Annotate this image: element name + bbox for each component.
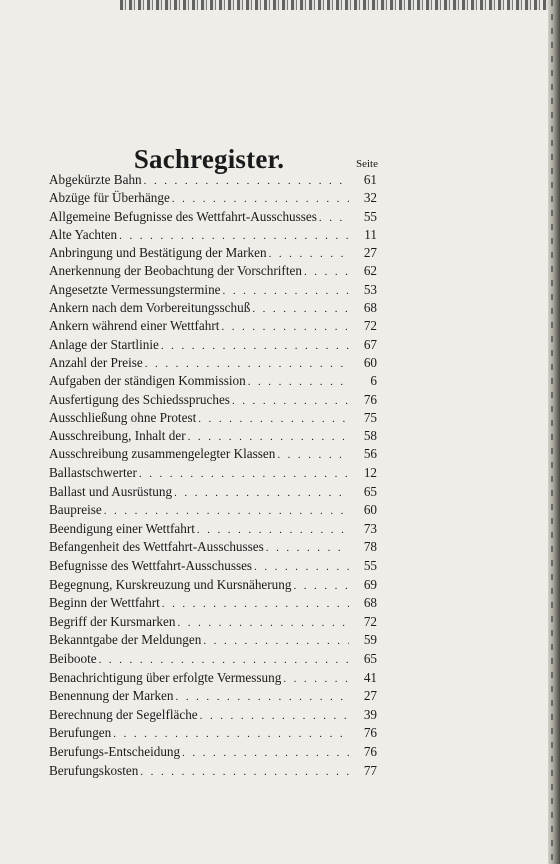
entry-term: Baupreise (49, 502, 102, 518)
entry-term: Aufgaben der ständigen Kommission (49, 373, 246, 389)
entry-term: Anbringung und Bestätigung der Marken (49, 245, 267, 261)
entry-term: Anzahl der Preise (49, 354, 143, 370)
entry-page: 59 (363, 632, 377, 648)
index-entry (49, 484, 377, 503)
dot-leader (113, 728, 349, 740)
entry-page: 68 (363, 300, 377, 316)
entry-page: 39 (363, 706, 377, 722)
index-entry (49, 245, 377, 263)
dot-leader (283, 673, 349, 685)
entry-term: Berufungskosten (49, 762, 139, 778)
entry-page: 27 (363, 688, 377, 704)
dot-leader (198, 413, 349, 425)
entry-page: 67 (363, 336, 377, 352)
index-entry (49, 318, 377, 336)
entry-term: Berechnung der Segelfläche (49, 706, 198, 722)
entry-term: Beendigung einer Wettfahrt (49, 520, 195, 536)
entry-term: Ankern nach dem Vorbereitungsschuß (49, 300, 251, 316)
entry-page: 58 (363, 428, 377, 444)
index-entry (49, 558, 377, 577)
entry-term: Berufungs-Entscheidung (49, 743, 181, 759)
entry-page: 11 (364, 226, 377, 242)
entry-page: 60 (363, 502, 377, 518)
index-entry (49, 763, 377, 782)
index-section-a (49, 172, 377, 465)
dot-leader (319, 212, 349, 224)
entry-page: 62 (363, 263, 377, 279)
entry-page: 65 (363, 650, 377, 666)
index-entry (49, 172, 377, 190)
entry-term: Beiboote (49, 650, 97, 666)
dot-leader (161, 340, 349, 352)
entry-page: 55 (363, 208, 377, 224)
entry-term: Alte Yachten (49, 226, 118, 242)
entry-term: Anlage der Startlinie (49, 336, 159, 352)
dot-leader (221, 321, 349, 333)
index-entry (49, 670, 377, 689)
entry-term: Benennung der Marken (49, 688, 174, 704)
dot-leader (174, 487, 349, 499)
dot-leader (254, 561, 349, 573)
entry-term: Ballastschwerter (49, 465, 137, 480)
entry-page: 69 (363, 576, 377, 592)
entry-page: 27 (363, 245, 377, 261)
dot-leader (293, 580, 349, 592)
index-entry (49, 282, 377, 300)
dot-leader (266, 542, 349, 554)
entry-page: 6 (370, 373, 377, 389)
dot-leader (277, 449, 349, 461)
index-entry (49, 428, 377, 446)
entry-term: Begegnung, Kurskreuzung und Kursnäherung (49, 576, 292, 592)
dot-leader (177, 617, 349, 629)
dot-leader (188, 431, 349, 443)
entry-term: Ausschreibung, Inhalt der (49, 428, 186, 444)
entry-page: 77 (363, 762, 377, 778)
dot-leader (304, 266, 349, 278)
entry-term: Abzüge für Überhänge (49, 190, 170, 206)
index-section-b (49, 465, 377, 781)
index-entry (49, 651, 377, 670)
scan-edge-right (548, 0, 560, 864)
index-entry (49, 688, 377, 707)
index-entry (49, 502, 377, 521)
index-entry (49, 595, 377, 614)
dot-leader (104, 505, 349, 517)
index-entry (49, 521, 377, 540)
entry-term: Befangenheit des Wettfahrt-Ausschusses (49, 539, 264, 555)
entry-page: 76 (363, 743, 377, 759)
entry-page: 78 (363, 539, 377, 555)
index-entry (49, 227, 377, 245)
entry-page: 76 (363, 391, 377, 407)
index-entry (49, 465, 377, 484)
dot-leader (99, 654, 349, 666)
dot-leader (144, 175, 349, 187)
entry-page: 73 (363, 520, 377, 536)
entry-page: 75 (363, 409, 377, 425)
entry-page: 72 (363, 613, 377, 629)
dot-leader (203, 635, 349, 647)
entry-term: Ausfertigung des Schiedsspruches (49, 391, 230, 407)
entry-term: Anerkennung der Beobachtung der Vorschriften (49, 263, 302, 279)
index-entry (49, 337, 377, 355)
dot-leader (223, 285, 349, 297)
entry-page: 41 (363, 669, 377, 685)
entry-page: 68 (363, 595, 377, 611)
entry-term: Befugnisse des Wettfahrt-Ausschusses (49, 557, 253, 573)
index-entry (49, 539, 377, 558)
index-entry (49, 190, 377, 208)
entry-term: Abgekürzte Bahn (49, 172, 142, 187)
entry-page: 72 (363, 318, 377, 334)
entry-page: 61 (363, 172, 377, 187)
index-entry (49, 725, 377, 744)
entry-term: Ankern während einer Wettfahrt (49, 318, 220, 334)
dot-leader (182, 747, 349, 759)
entry-term: Berufungen (49, 725, 112, 741)
index-entry (49, 446, 377, 464)
entry-page: 56 (363, 446, 377, 462)
index-entry (49, 209, 377, 227)
dot-leader (232, 395, 349, 407)
index-entry (49, 632, 377, 651)
entry-term: Benachrichtigung über erfolgte Vermessung (49, 669, 282, 685)
entry-term: Bekanntgabe der Meldungen (49, 632, 202, 648)
index-entry (49, 263, 377, 281)
dot-leader (140, 766, 349, 778)
entry-term: Angesetzte Vermessungstermine (49, 281, 221, 297)
index-entry (49, 744, 377, 763)
page-title: Sachregister. (133, 144, 285, 175)
dot-leader (252, 303, 349, 315)
index-entry (49, 614, 377, 633)
dot-leader (197, 524, 349, 536)
entry-page: 65 (363, 483, 377, 499)
scan-edge-top (120, 0, 560, 10)
dot-leader (139, 468, 349, 480)
entry-term: Ballast und Ausrüstung (49, 483, 173, 499)
dot-leader (200, 710, 349, 722)
dot-leader (172, 193, 349, 205)
entry-page: 53 (363, 281, 377, 297)
index-entry (49, 392, 377, 410)
index-entry (49, 355, 377, 373)
index-entry (49, 373, 377, 391)
dot-leader (176, 691, 349, 703)
dot-leader (269, 248, 349, 260)
dot-leader (162, 598, 349, 610)
dot-leader (248, 376, 349, 388)
entry-term: Ausschließung ohne Protest (49, 409, 197, 425)
entry-page: 55 (363, 557, 377, 573)
index-entry (49, 707, 377, 726)
index-entry (49, 410, 377, 428)
entry-page: 32 (363, 190, 377, 206)
entry-term: Ausschreibung zusammengelegter Klassen (49, 446, 276, 462)
entry-term: Beginn der Wettfahrt (49, 595, 160, 611)
dot-leader (119, 230, 349, 242)
entry-page: 60 (363, 354, 377, 370)
entry-page: 12 (363, 465, 377, 480)
entry-term: Allgemeine Befugnisse des Wettfahrt-Ausschusses (49, 208, 317, 224)
page-column-header: Seite (356, 158, 378, 170)
index-entry (49, 300, 377, 318)
dot-leader (145, 358, 349, 370)
entry-term: Begriff der Kursmarken (49, 613, 176, 629)
entry-page: 76 (363, 725, 377, 741)
index-entry (49, 577, 377, 596)
